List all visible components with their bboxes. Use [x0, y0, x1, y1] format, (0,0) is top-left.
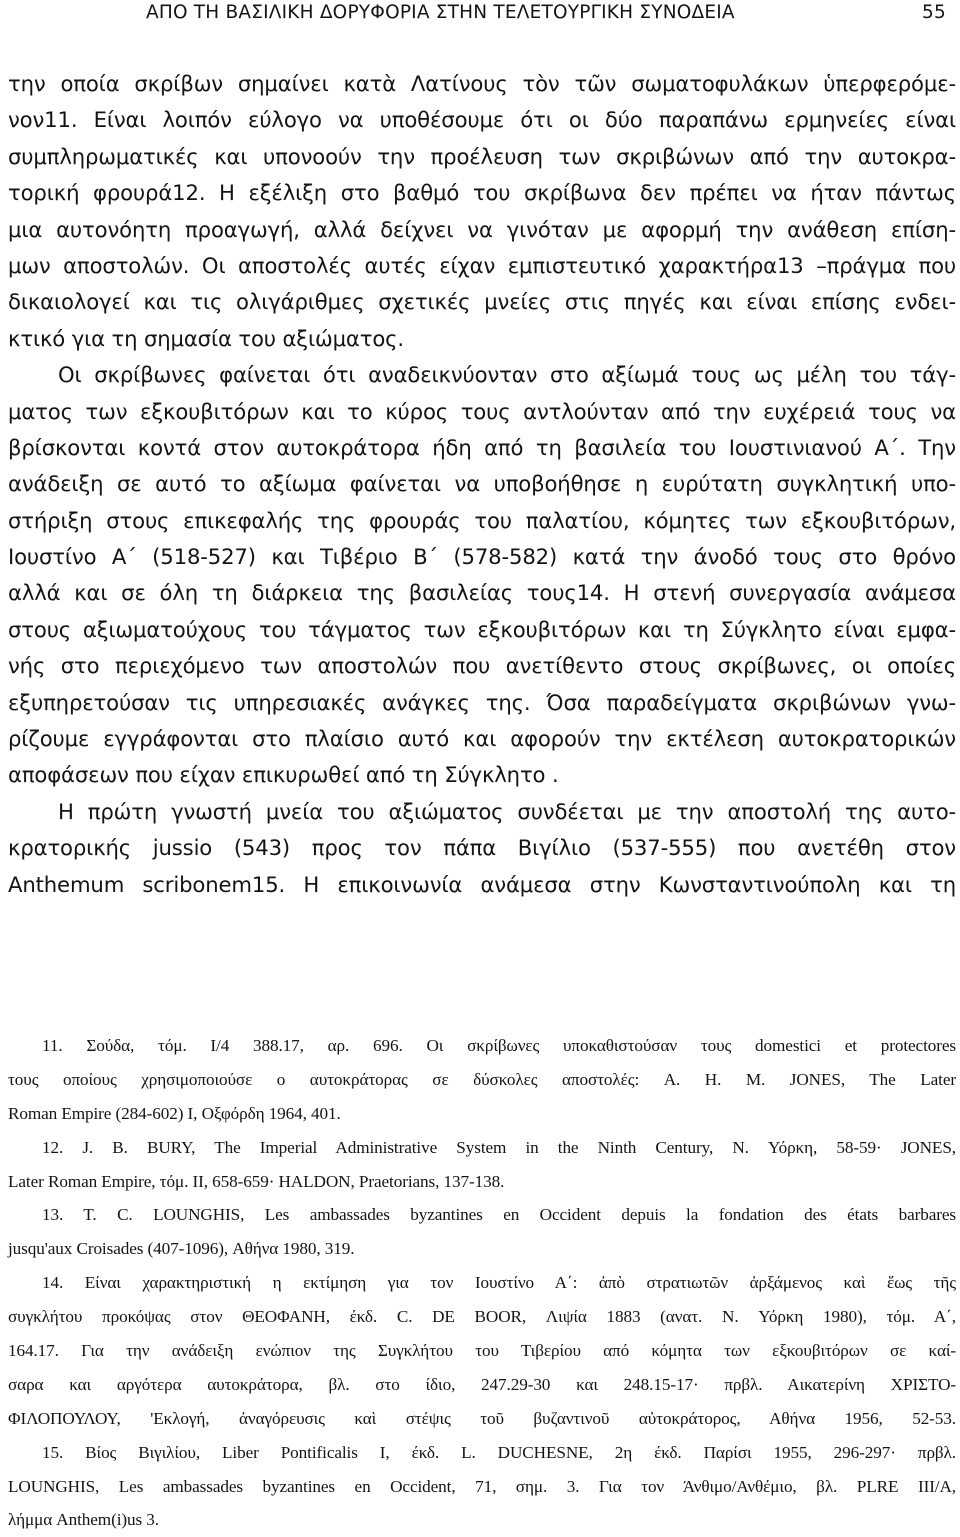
body-line: δικαιολογεί και τις ολιγάριθμες σχετικές μνείες στις πηγές και είναι επίσης ενδει- — [8, 289, 956, 315]
body-line: Η πρώτη γνωστή μνεία του αξιώματος συνδέεται με την αποστολή της αυτο- — [58, 798, 956, 824]
body-line: αλλά και σε όλη τη διάρκεια της βασιλείας τους14. Η στενή συνεργασία ανάμεσα — [8, 580, 956, 606]
body-line: Ιουστίνο Α΄ (518-527) και Τιβέριο Β΄ (578-582) κατά την άνοδό τους στο θρόνο — [8, 544, 956, 570]
footnote-line: 14. Είναι χαρακτηριστική η εκτίμηση για τον Ιουστίνο Α΄: ἀπὸ στρατιωτῶν ἀρξάμενος καὶ ἕως τῆς — [42, 1273, 956, 1293]
body-line: την οποία σκρίβων σημαίνει κατὰ Λατίνους τὸν τῶν σωματοφυλάκων ὑπερφερόμε- — [8, 71, 956, 96]
footnote-line: 13. T. C. LOUNGHIS, Les ambassades byzantines en Occident depuis la fondation des états barbares — [42, 1205, 956, 1225]
body-line: Οι σκρίβωνες φαίνεται ότι αναδεικνύονταν στο αξίωμά τους ως μέλη του τάγ- — [58, 362, 956, 388]
body-line: στους αξιωματούχους του τάγματος των εξκουβιτόρων και τη Σύγκλητο είναι εμφα- — [8, 616, 956, 642]
body-text — [8, 66, 956, 903]
footnote-line: συγκλήτου προκόψας στον ΘΕΟΦΑΝΗ, έκδ. C. DE BOOR, Λιψία 1883 (ανατ. N. Υόρκη 1980), τόμ. Α΄, — [8, 1307, 956, 1327]
footnote-line: Later Roman Empire, τόμ. II, 658-659· HALDON, Praetorians, 137-138. — [8, 1171, 505, 1191]
body-line: ματος των εξκουβιτόρων και το κύρος τους αντλούνταν από την ευχέρειά τους να — [8, 398, 956, 424]
footnote-line: 15. Βίος Βιγιλίου, Liber Pontificalis I, έκδ. L. DUCHESNE, 2η έκδ. Παρίσι 1955, 296-297· πρβλ. — [42, 1442, 956, 1462]
page-number: 55 — [922, 2, 946, 23]
footnote-line: ΦΙΛΟΠΟΥΛΟΥ, 'Εκλογή, ἀναγόρευσις καὶ στέψις τοῦ βυζαντινοῦ αὐτοκράτορος, Αθήνα 1956, 52-53. — [8, 1408, 956, 1428]
footnote-line: Roman Empire (284-602) I, Οξφόρδη 1964, 401. — [8, 1103, 341, 1123]
footnote-line: 12. J. B. BURY, The Imperial Administrative System in the Ninth Century, N. Υόρκη, 58-59· JONES, — [42, 1137, 956, 1157]
body-line: Anthemum scribonem15. Η επικοινωνία ανάμεσα στην Κωνσταντινούπολη και τη — [8, 871, 956, 897]
body-line: μια αυτονόητη προαγωγή, αλλά δείχνει να γινόταν με αφορμή την ανάθεση επίση- — [8, 216, 956, 242]
running-head — [146, 2, 946, 30]
running-head-title: ΑΠΟ ΤΗ ΒΑΣΙΛΙΚΗ ΔΟΡΥΦΟΡΙΑ ΣΤΗΝ ΤΕΛΕΤΟΥΡΓΙΚΗ ΣΥΝΟΔΕΙΑ — [146, 2, 735, 23]
body-line: νον11. Είναι λοιπόν εύλογο να υποθέσουμε ότι οι δύο παραπάνω ερμηνείες είναι — [8, 107, 956, 133]
footnote-line: λήμμα Anthem(i)us 3. — [8, 1510, 159, 1530]
footnotes — [8, 1029, 956, 1537]
body-line: μων αποστολών. Οι αποστολές αυτές είχαν εμπιστευτικό χαρακτήρα13 –πράγμα που — [8, 252, 956, 278]
body-line: βρίσκονται κοντά στον αυτοκράτορα ήδη από τη βασιλεία του Ιουστινιανού Α΄. Την — [8, 434, 956, 460]
body-line: ρίζουμε εγγράφονται στο πλαίσιο αυτό και αφορούν την εκτέλεση αυτοκρατορικών — [8, 726, 956, 752]
body-line: κτικό για τη σημασία του αξιώματος. — [8, 325, 405, 351]
body-line: τορική φρουρά12. Η εξέλιξη στο βαθμό του σκρίβωνα δεν πρέπει να ήταν πάντως — [8, 180, 956, 206]
footnote-line: 11. Σούδα, τόμ. I/4 388.17, αρ. 696. Οι σκρίβωνες υποκαθιστούσαν τους domestici et protectores — [42, 1036, 956, 1055]
footnote-line: LOUNGHIS, Les ambassades byzantines en Occident, 71, σημ. 3. Για τον Άνθιμο/Ανθέμιο, βλ. PLRE III/A, — [8, 1476, 956, 1496]
footnote-line: 164.17. Για την ανάδειξη ενώπιον της Συγκλήτου του Τιβερίου από κόμητα των εξκουβιτόρων σε καί- — [8, 1341, 956, 1361]
body-line: αποφάσεων που είχαν επικυρωθεί από τη Σύγκλητο . — [8, 762, 559, 788]
body-line: συμπληρωματικές και υπονοούν την προέλευση των σκριβώνων από την αυτοκρα- — [8, 143, 956, 169]
body-line: κρατορικής jussio (543) προς τον πάπα Βιγίλιο (537-555) που ανετέθη στον — [8, 835, 956, 861]
body-line: στήριξη στους επικεφαλής της φρουράς του παλατίου, κόμητες των εξκουβιτόρων, — [8, 507, 956, 533]
body-line: νής στο περιεχόμενο των αποστολών που ανετίθεντο στους σκρίβωνες, οι οποίες — [8, 653, 956, 679]
footnote-line: τους οποίους χρησιμοποιούσε ο αυτοκράτορας σε δύσκολες αποστολές: A. H. M. JONES, The Later — [8, 1069, 956, 1089]
footnote-line: jusqu'aux Croisades (407-1096), Αθήνα 1980, 319. — [8, 1239, 355, 1259]
body-line: εξυπηρετούσαν τις υπηρεσιακές ανάγκες της. Όσα παραδείγματα σκριβώνων γνω- — [8, 689, 956, 715]
body-line: ανάδειξη σε αυτό το αξίωμα φαίνεται να υποβοήθησε η ευρύτατη συγκλητική υπο- — [8, 471, 956, 497]
footnote-line: σαρα και αργότερα αυτοκράτορα, βλ. στο ίδιο, 247.29-30 και 248.15-17· πρβλ. Αικατερίνη ΧΡΙΣΤΟ- — [8, 1374, 956, 1394]
